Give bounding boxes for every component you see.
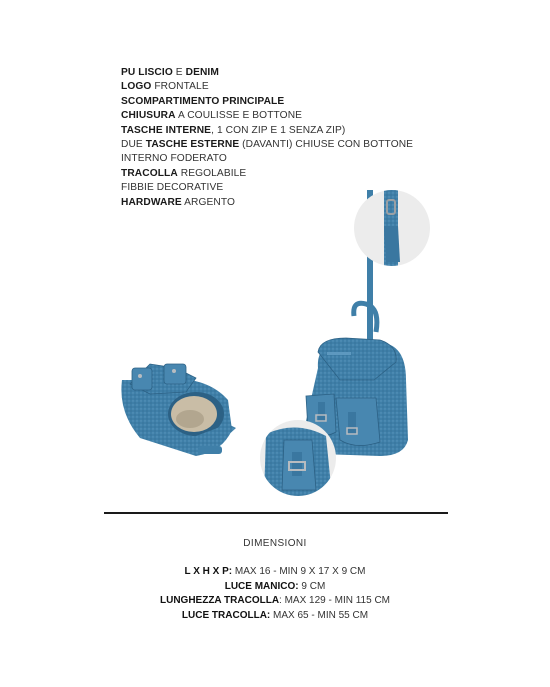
feature-line <box>121 95 413 109</box>
dimension-value: 9 CM <box>298 580 326 592</box>
feature-text: , 1 CON ZIP E 1 SENZA ZIP) <box>211 124 346 136</box>
open-backpack-image <box>121 364 236 456</box>
feature-keyword: CHIUSURA <box>121 110 176 122</box>
feature-line <box>121 152 413 166</box>
feature-text: A COULISSE E BOTTONE <box>175 110 303 122</box>
feature-keyword: LOGO <box>121 81 152 93</box>
feature-line <box>121 80 413 94</box>
dimension-value: : MAX 129 - MIN 115 CM <box>279 595 391 607</box>
feature-keyword: TASCHE INTERNE <box>121 124 212 136</box>
feature-text: FIBBIE DECORATIVE <box>121 182 224 194</box>
feature-keyword: TASCHE ESTERNE <box>145 139 240 151</box>
dimension-label: L X H X P: <box>184 566 233 577</box>
feature-keyword: PU LISCIO <box>121 67 173 78</box>
feature-keyword: SCOMPARTIMENTO PRINCIPALE <box>121 95 285 107</box>
feature-keyword: HARDWARE <box>121 196 182 208</box>
feature-text: ARGENTO <box>181 196 236 208</box>
dimension-row <box>0 594 550 609</box>
feature-line <box>121 196 413 210</box>
feature-line <box>121 181 413 195</box>
feature-line <box>121 109 413 123</box>
feature-line <box>121 167 413 181</box>
feature-text: FRONTALE <box>151 81 209 93</box>
feature-keyword: DENIM <box>185 67 219 78</box>
feature-text: REGOLABILE <box>177 167 247 179</box>
buckle-detail-image <box>260 420 336 496</box>
front-backpack-image <box>304 190 408 456</box>
dimension-label: LUNGHEZZA TRACOLLA <box>159 595 280 607</box>
feature-line <box>121 66 413 80</box>
feature-line <box>121 124 413 138</box>
feature-line <box>121 138 413 152</box>
feature-text: (DAVANTI) CHIUSE CON BOTTONE <box>239 139 414 151</box>
feature-text: E <box>172 67 186 78</box>
feature-text: DUE <box>121 139 146 151</box>
dimension-label: LUCE TRACOLLA: <box>181 609 271 621</box>
dimension-label: LUCE MANICO: <box>224 580 299 592</box>
dimension-value: MAX 16 - MIN 9 X 17 X 9 CM <box>232 566 366 577</box>
section-divider <box>104 512 448 514</box>
dimensions-list <box>0 565 550 623</box>
feature-list <box>121 66 413 210</box>
dimensions-title: DIMENSIONI <box>243 538 307 549</box>
dimension-value: MAX 65 - MIN 55 CM <box>270 609 369 621</box>
feature-keyword: TRACOLLA <box>121 167 178 179</box>
feature-text: INTERNO FODERATO <box>121 153 227 165</box>
dimension-row <box>0 565 550 580</box>
dimension-row <box>0 580 550 595</box>
dimension-row <box>0 609 550 624</box>
